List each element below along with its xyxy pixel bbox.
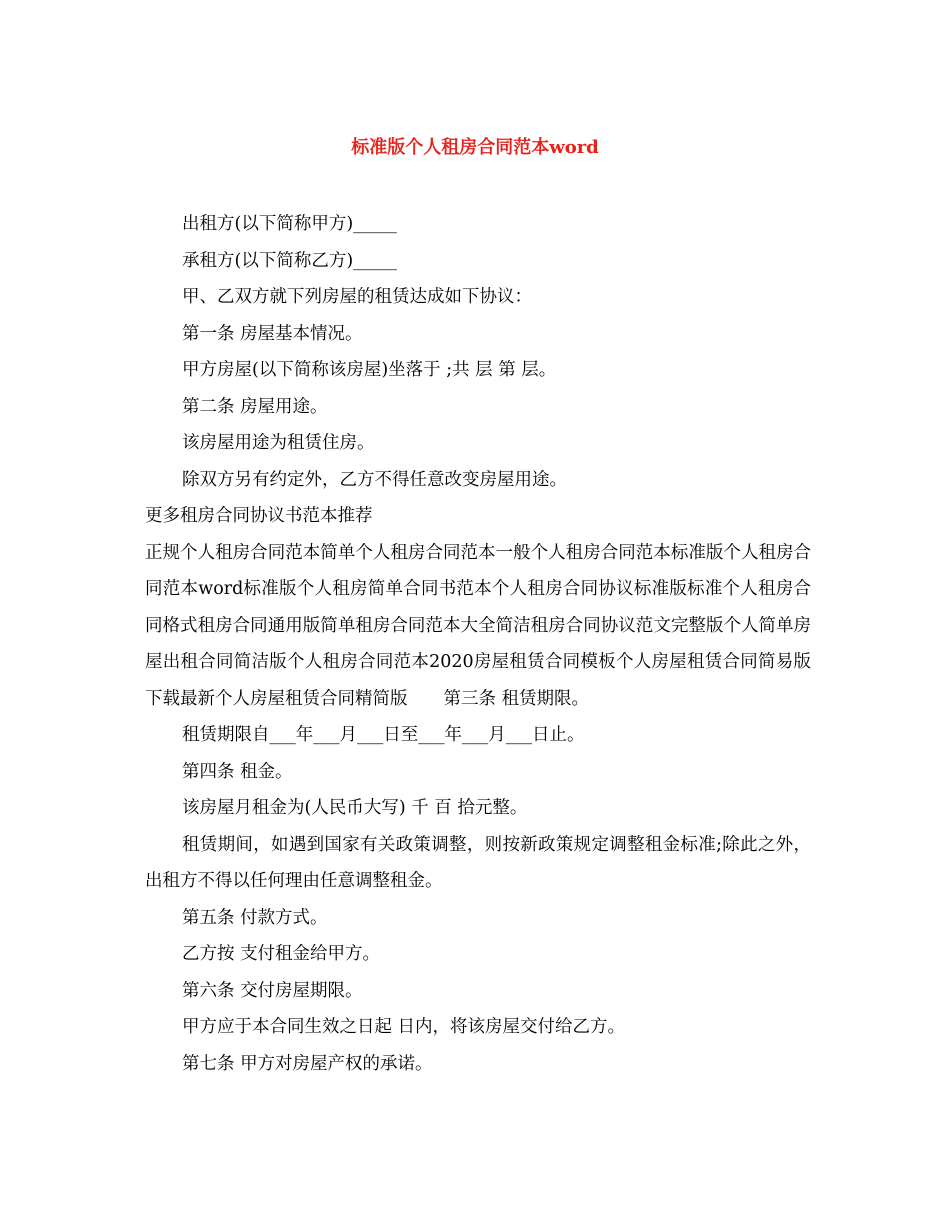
clause-2-heading: 第二条 房屋用途。 (182, 396, 328, 417)
paragraph-lessor: 出租方(以下简称甲方)_____ (182, 214, 397, 234)
related-link[interactable]: 个人租房合同范本 (287, 652, 430, 672)
related-link[interactable]: 个人简单房屋出租合同简洁版 (145, 615, 812, 672)
paragraph-lessee: 承租方(以下简称乙方)_____ (182, 250, 397, 271)
document-body (145, 206, 811, 1082)
related-link[interactable]: 简洁租房合同协议范文完整版 (495, 615, 724, 636)
related-heading: 更多租房合同协议书范本推荐 (145, 506, 373, 526)
clause-1-heading: 第一条 房屋基本情况。 (182, 323, 363, 344)
clause-4-heading: 第四条 租金。 (182, 761, 293, 782)
related-link[interactable]: 简单租房合同范本大全 (320, 615, 496, 636)
clause-5-heading: 第五条 付款方式。 (182, 907, 328, 928)
clause-6-heading: 第六条 交付房屋期限。 (182, 980, 363, 1001)
clause-1-location: 甲方房屋(以下简称该房屋)坐落于 ;共 层 第 层。 (182, 360, 557, 380)
related-link[interactable]: 2020房屋租赁合同模板 (429, 652, 616, 672)
related-link[interactable]: 个人租房合同协议标准版 (491, 579, 688, 599)
clause-3-heading: 第三条 租赁期限。 (443, 688, 590, 709)
paragraph-agreement-intro: 甲、乙双方就下列房屋的租赁达成如下协议： (182, 287, 532, 307)
clause-4-adjustment: 租赁期间，如遇到国家有关政策调整，则按新政策规定调整租金标准;除此之外，出租方不得以任何理由任意调整租金。 (145, 834, 811, 891)
document-title: 标准版个人租房合同范本word (351, 137, 599, 158)
related-link[interactable]: 最新个人房屋租赁合同精简版 (180, 688, 408, 709)
related-link[interactable]: 标准版个人租房合同范本word (145, 542, 812, 599)
related-link[interactable]: 租房合同通用版 (197, 615, 321, 636)
related-link[interactable]: 标准版个人租房简单合同书范本 (243, 579, 492, 599)
related-links-block (145, 535, 811, 718)
clause-3-term: 租赁期限自___年___月___日至___年___月___日止。 (182, 725, 585, 745)
clause-7-heading: 第七条 甲方对房屋产权的承诺。 (182, 1053, 433, 1074)
clause-6-delivery: 甲方应于本合同生效之日起 日内，将该房屋交付给乙方。 (182, 1017, 626, 1037)
clause-4-amount: 该房屋月租金为(人民币大写) 千 百 拾元整。 (182, 798, 528, 818)
related-link[interactable]: 个人房屋租赁合同简易版下载 (145, 652, 811, 709)
related-link[interactable]: 一般个人租房合同范本 (495, 542, 671, 563)
related-link[interactable]: 正规个人租房合同范本 (145, 542, 321, 563)
clause-2-restriction: 除双方另有约定外，乙方不得任意改变房屋用途。 (182, 469, 567, 490)
clause-2-usage: 该房屋用途为租赁住房。 (182, 433, 375, 453)
related-link[interactable]: 简单个人租房合同范本 (320, 542, 496, 563)
related-link[interactable]: 标准个人租房合同格式 (145, 579, 812, 636)
clause-5-payment: 乙方按 支付租金给甲方。 (182, 944, 381, 964)
